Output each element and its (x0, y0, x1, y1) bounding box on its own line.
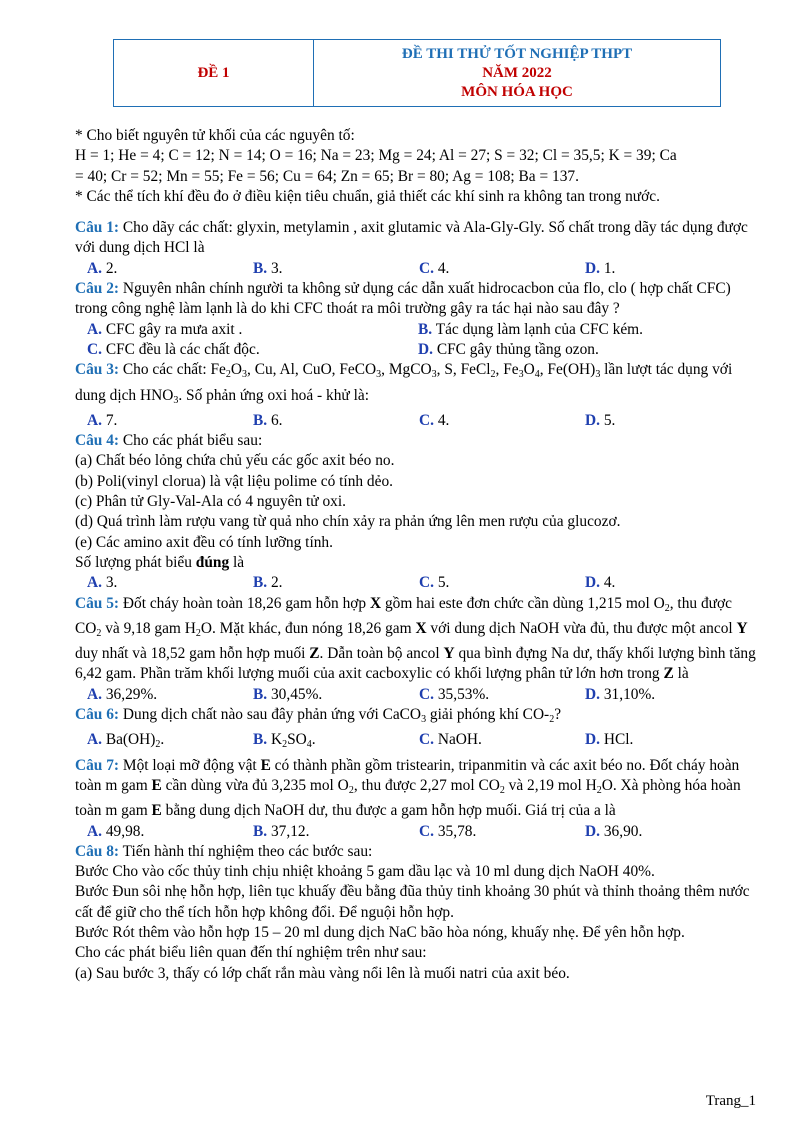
statement: (a) Chất béo lỏng chứa chủ yếu các gốc axit béo no. (75, 452, 395, 470)
question-text: Cho dãy các chất: glyxin, metylamin , axit glutamic và Ala-Gly-Gly. Số chất trong dãy tác dụng được với dung dịch HCl là (75, 219, 748, 257)
question-8 (75, 842, 758, 862)
page-number: Trang_1 (705, 1093, 756, 1109)
option-a[interactable]: A. 49,98. (87, 822, 145, 840)
question-4 (75, 431, 758, 451)
statement: (b) Poli(vinyl clorua) là vật liệu polime có tính dẻo. (75, 472, 393, 490)
intro-line: H = 1; He = 4; C = 12; N = 14; O = 16; Na = 23; Mg = 24; Al = 27; S = 32; Cl = 35,5; K = 39; Ca (75, 147, 677, 165)
options (87, 573, 758, 593)
statement: (e) Các amino axit đều có tính lưỡng tính. (75, 533, 333, 551)
question-text: Tiến hành thí nghiệm theo các bước sau: (119, 842, 373, 860)
option-c[interactable]: C. 35,78. (419, 822, 477, 840)
question-text: Một loại mỡ động vật E có thành phần gồm tristearin, tripanmitin và các axit béo no. Đốt cháy hoàn toàn m gam E cần dùng vừa đủ 3,235 mol $O_2$, thu được 2,27 mol $CO_2$ và 2,19 mol $H_2O$. Xà phòng hóa hoàn toàn m gam E bằng dung dịch NaOH dư, thu được a gam hỗn hợp muối. Giá trị của a là (75, 756, 741, 820)
option-b[interactable]: B. 3. (253, 259, 283, 277)
option-b[interactable]: B. 6. (253, 411, 283, 429)
option-c[interactable]: C. 5. (419, 574, 450, 592)
intro-line: * Cho biết nguyên tử khối của các nguyên tố: (75, 127, 355, 144)
options (87, 320, 758, 340)
question-2 (75, 279, 758, 320)
question-3 (75, 360, 758, 411)
option-a[interactable]: A. 3. (87, 574, 118, 592)
statement: (c) Phân tử Gly-Val-Ala có 4 nguyên tử oxi. (75, 493, 346, 511)
exam-title: ĐỀ THI THỬ TỐT NGHIỆP THPT (401, 45, 633, 62)
option-c[interactable]: C. NaOH. (419, 731, 482, 749)
option-d[interactable]: D. 1. (585, 259, 616, 277)
option-d[interactable]: D. 36,90. (585, 822, 643, 840)
option-b[interactable]: B. $K_2SO_4$. (253, 731, 316, 751)
question-6 (75, 705, 758, 730)
question-text: Cho các chất: $Fe_2O_3$, Cu, Al, CuO, FeCO$_3$, MgCO$_3$, S, FeCl$_2$, $Fe_3O_4$, $Fe(OH)_3$ lần lượt tác dụng với dung dịch $HNO_3$. Số phản ứng oxi hoá - khử là: (75, 361, 733, 406)
option-c[interactable]: C. 4. (419, 411, 450, 429)
options (87, 822, 758, 842)
options (87, 685, 758, 705)
option-c[interactable]: C. 35,53%. (419, 685, 490, 703)
exam-header (113, 39, 721, 107)
question-label: Câu 7: (75, 756, 120, 774)
question-1 (75, 218, 758, 259)
statement: (a) Sau bước 3, thấy có lớp chất rắn màu vàng nổi lên là muối natri của axit béo. (75, 964, 570, 982)
exam-title-block (314, 40, 720, 106)
statement: (d) Quá trình làm rượu vang từ quả nho chín xảy ra phản ứng lên men rượu của glucozơ. (75, 513, 621, 531)
question-label: Câu 8: (75, 842, 120, 860)
step: Bước Cho vào cốc thủy tinh chịu nhiệt khoảng 5 gam dầu lạc và 10 ml dung dịch NaOH 40%. (75, 863, 655, 881)
step: Bước Đun sôi nhẹ hỗn hợp, liên tục khuấy đều bằng đũa thủy tinh khoảng 30 phút và thỉnh thoảng thêm nước cất để giữ cho thể tích hỗn hợp không đổi. Để nguội hỗn hợp. (75, 883, 750, 921)
question-text: Dung dịch chất nào sau đây phản ứng với CaCO$_3$ giải phóng khí $CO-_2$? (119, 706, 562, 726)
question-5 (75, 594, 758, 685)
question-label: Câu 4: (75, 432, 120, 450)
question-text: Nguyên nhân chính người ta không sử dụng các dẫn xuất hidrocacbon của flo, clo ( hợp chất CFC) trong công nghệ làm lạnh là do khi CFC thoát ra môi trường gây ra tác hại nào sau đây ? (75, 280, 731, 318)
options (87, 411, 758, 431)
statement: Cho các phát biểu liên quan đến thí nghiệm trên như sau: (75, 944, 427, 962)
options (87, 340, 758, 360)
option-d[interactable]: D. 5. (585, 411, 616, 429)
exam-code: ĐỀ 1 (114, 40, 314, 106)
exam-content (75, 126, 758, 984)
question-label: Câu 3: (75, 361, 120, 379)
option-d[interactable]: D. 31,10%. (585, 685, 656, 703)
exam-subject: MÔN HÓA HỌC (461, 83, 573, 100)
option-b[interactable]: B. Tác dụng làm lạnh của CFC kém. (418, 320, 644, 338)
option-a[interactable]: A. CFC gây ra mưa axit . (87, 320, 243, 338)
options (87, 259, 758, 279)
option-b[interactable]: B. 37,12. (253, 822, 310, 840)
step: Bước Rót thêm vào hỗn hợp 15 – 20 ml dung dịch NaC bão hòa nóng, khuấy nhẹ. Để yên hỗn hợp. (75, 923, 685, 941)
question-label: Câu 1: (75, 219, 120, 237)
option-b[interactable]: B. 2. (253, 574, 283, 592)
question-prompt: Số lượng phát biểu đúng là (75, 553, 245, 571)
intro-line: = 40; Cr = 52; Mn = 55; Fe = 56; Cu = 64; Zn = 65; Br = 80; Ag = 108; Ba = 137. (75, 167, 579, 185)
question-text: Cho các phát biểu sau: (119, 432, 263, 450)
option-c[interactable]: C. 4. (419, 259, 450, 277)
option-d[interactable]: D. CFC gây thủng tầng ozon. (418, 340, 599, 358)
question-text: Đốt cháy hoàn toàn 18,26 gam hỗn hợp X gồm hai este đơn chức cần dùng 1,215 mol $O_2$, thu được $CO_2$ và 9,18 gam $H_2O$. Mặt khác, đun nóng 18,26 gam X với dung dịch NaOH vừa đủ, thu được một ancol Y duy nhất và 18,52 gam hỗn hợp muối Z. Dẫn toàn bộ ancol Y qua bình đựng Na dư, thấy khối lượng bình tăng 6,42 gam. Phần trăm khối lượng muối của axit cacboxylic có khối lượng phân tử lớn hơn trong Z là (75, 594, 756, 683)
option-a[interactable]: A. $Ba(OH)_2$. (87, 731, 165, 751)
option-c[interactable]: C. CFC đều là các chất độc. (87, 340, 260, 358)
option-b[interactable]: B. 30,45%. (253, 685, 323, 703)
question-label: Câu 2: (75, 280, 120, 298)
option-a[interactable]: A. 2. (87, 259, 118, 277)
question-7 (75, 756, 758, 822)
exam-year: NĂM 2022 (482, 64, 552, 81)
option-a[interactable]: A. 36,29%. (87, 685, 158, 703)
option-d[interactable]: D. 4. (585, 574, 616, 592)
option-a[interactable]: A. 7. (87, 411, 118, 429)
question-label: Câu 5: (75, 594, 120, 612)
intro-line: * Các thể tích khí đều đo ở điều kiện tiêu chuẩn, giả thiết các khí sinh ra không tan trong nước. (75, 187, 660, 205)
options (87, 730, 758, 755)
question-label: Câu 6: (75, 706, 120, 724)
option-d[interactable]: D. HCl. (585, 731, 634, 749)
